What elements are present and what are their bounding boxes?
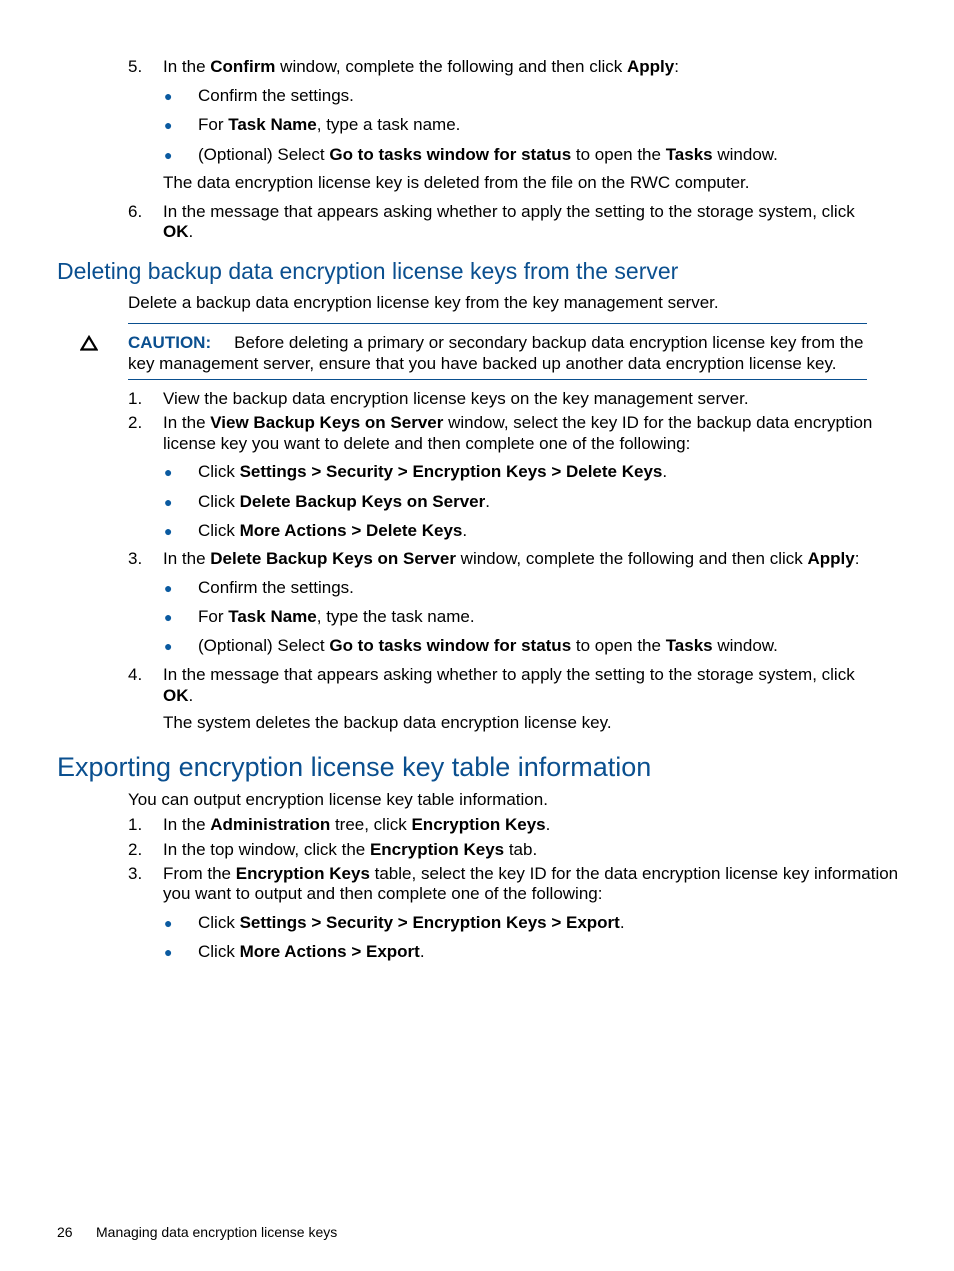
section-intro: You can output encryption license key table information. xyxy=(128,790,548,809)
list-item: Click More Actions > Export. xyxy=(198,942,425,961)
step-number: 4. xyxy=(128,665,143,684)
bullet-dot-icon: ● xyxy=(164,147,173,163)
bullet-dot-icon: ● xyxy=(164,944,173,960)
step-1-text: In the Administration tree, click Encryption Keys. xyxy=(163,815,551,834)
caution-top-rule xyxy=(128,323,867,324)
list-item: Click More Actions > Delete Keys. xyxy=(198,521,468,540)
step-3-text: In the Delete Backup Keys on Server window, complete the following and then click Apply: xyxy=(163,549,860,568)
step-note: The system deletes the backup data encryption license key. xyxy=(163,713,612,732)
step-5-text: In the Confirm window, complete the following and then click Apply: xyxy=(163,57,679,76)
list-item: Confirm the settings. xyxy=(198,578,354,597)
bullet-dot-icon: ● xyxy=(164,638,173,654)
page-number: 26 xyxy=(57,1224,73,1240)
list-item: Confirm the settings. xyxy=(198,86,354,105)
caution-label: CAUTION: xyxy=(128,333,212,352)
list-item: Click Delete Backup Keys on Server. xyxy=(198,492,490,511)
section-heading: Exporting encryption license key table information xyxy=(57,752,652,782)
step-number: 1. xyxy=(128,389,143,408)
list-item: (Optional) Select Go to tasks window for status to open the Tasks window. xyxy=(198,145,778,164)
step-4-text: In the message that appears asking whether to apply the setting to the storage system, click xyxy=(163,665,855,684)
step-4-text-cont: OK. xyxy=(163,686,194,705)
list-item: Click Settings > Security > Encryption Keys > Export. xyxy=(198,913,625,932)
bullet-dot-icon: ● xyxy=(164,494,173,510)
step-number: 3. xyxy=(128,549,143,568)
list-item: Click Settings > Security > Encryption Keys > Delete Keys. xyxy=(198,462,668,481)
step-number: 3. xyxy=(128,864,143,883)
section-heading: Deleting backup data encryption license keys from the server xyxy=(57,258,679,284)
step-3-text: From the Encryption Keys table, select the key ID for the data encryption license key information xyxy=(163,864,899,883)
step-number: 1. xyxy=(128,815,143,834)
step-2-text: In the top window, click the Encryption Keys tab. xyxy=(163,840,538,859)
bullet-dot-icon: ● xyxy=(164,88,173,104)
section-intro: Delete a backup data encryption license key from the key management server. xyxy=(128,293,719,312)
list-item: For Task Name, type the task name. xyxy=(198,607,475,626)
bullet-dot-icon: ● xyxy=(164,523,173,539)
footer-title: Managing data encryption license keys xyxy=(96,1224,338,1240)
bullet-dot-icon: ● xyxy=(164,117,173,133)
bullet-dot-icon: ● xyxy=(164,915,173,931)
bullet-dot-icon: ● xyxy=(164,580,173,596)
bullet-dot-icon: ● xyxy=(164,609,173,625)
bullet-dot-icon: ● xyxy=(164,464,173,480)
step-6-text-cont: OK. xyxy=(163,222,194,241)
step-number: 6. xyxy=(128,202,143,221)
step-2-text-cont: license key you want to delete and then complete one of the following: xyxy=(163,434,691,453)
caution-triangle-icon xyxy=(80,335,98,356)
step-6-text: In the message that appears asking whether to apply the setting to the storage system, click xyxy=(163,202,855,221)
step-number: 2. xyxy=(128,840,143,859)
list-item: For Task Name, type a task name. xyxy=(198,115,461,134)
step-3-text-cont: you want to output and then complete one of the following: xyxy=(163,884,603,903)
step-number: 5. xyxy=(128,57,143,76)
step-1-text: View the backup data encryption license keys on the key management server. xyxy=(163,389,749,408)
list-item: (Optional) Select Go to tasks window for status to open the Tasks window. xyxy=(198,636,778,655)
caution-text: CAUTION: Before deleting a primary or secondary backup data encryption license key from the xyxy=(128,333,864,352)
step-2-text: In the View Backup Keys on Server window, select the key ID for the backup data encryption xyxy=(163,413,873,432)
caution-text-cont: key management server, ensure that you have backed up another data encryption license key. xyxy=(128,354,837,373)
step-number: 2. xyxy=(128,413,143,432)
caution-bottom-rule xyxy=(128,379,867,380)
step-note: The data encryption license key is deleted from the file on the RWC computer. xyxy=(163,173,750,192)
